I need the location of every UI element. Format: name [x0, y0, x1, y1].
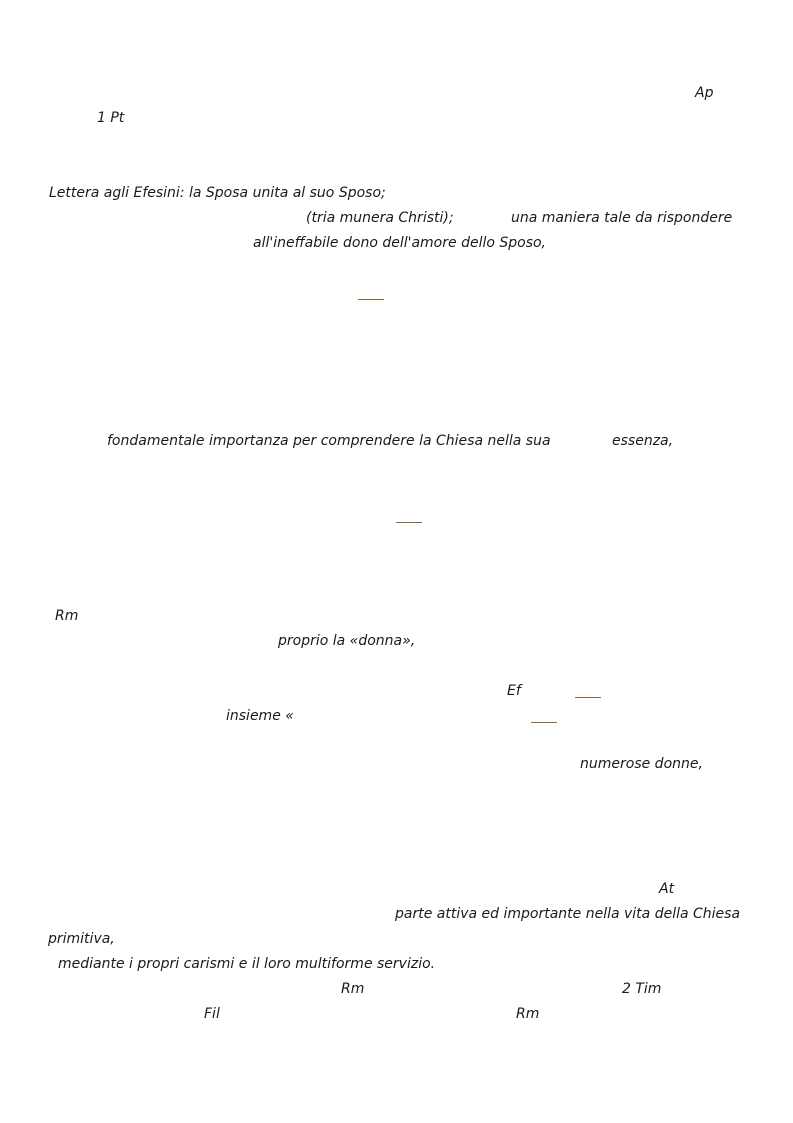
scripture-reference: Ef	[507, 683, 521, 699]
text-fragment: parte attiva ed importante nella vita della Chiesa	[395, 906, 741, 922]
scripture-reference: Rm	[341, 981, 365, 997]
text-fragment: mediante i propri carismi e il loro multiforme servizio.	[58, 956, 436, 972]
text-fragment: numerose donne,	[580, 756, 703, 772]
text-fragment: primitiva,	[48, 931, 115, 947]
text-fragment: (tria munera Christi);	[306, 210, 454, 226]
text-fragment: fondamentale importanza per comprendere la Chiesa nella sua	[107, 433, 551, 449]
text-fragment: insieme «	[226, 708, 294, 724]
footnote-link[interactable]	[396, 522, 422, 523]
scripture-reference: 2 Tim	[622, 981, 662, 997]
scripture-reference: 1 Pt	[97, 110, 125, 126]
footnote-link[interactable]	[575, 697, 601, 698]
scripture-reference: Rm	[55, 608, 79, 624]
text-fragment: una maniera tale da rispondere	[511, 210, 733, 226]
scripture-reference: At	[659, 881, 675, 897]
text-fragment: proprio la «donna»,	[278, 633, 416, 649]
text-fragment: all'ineffabile dono dell'amore dello Sposo,	[253, 235, 547, 251]
scripture-reference: Rm	[516, 1006, 540, 1022]
scripture-reference: Ap	[695, 85, 714, 101]
footnote-link[interactable]	[358, 299, 384, 300]
footnote-link[interactable]	[531, 722, 557, 723]
text-fragment: essenza,	[612, 433, 674, 449]
scripture-reference: Fil	[204, 1006, 220, 1022]
text-fragment: Lettera agli Efesini: la Sposa unita al suo Sposo;	[49, 185, 386, 201]
